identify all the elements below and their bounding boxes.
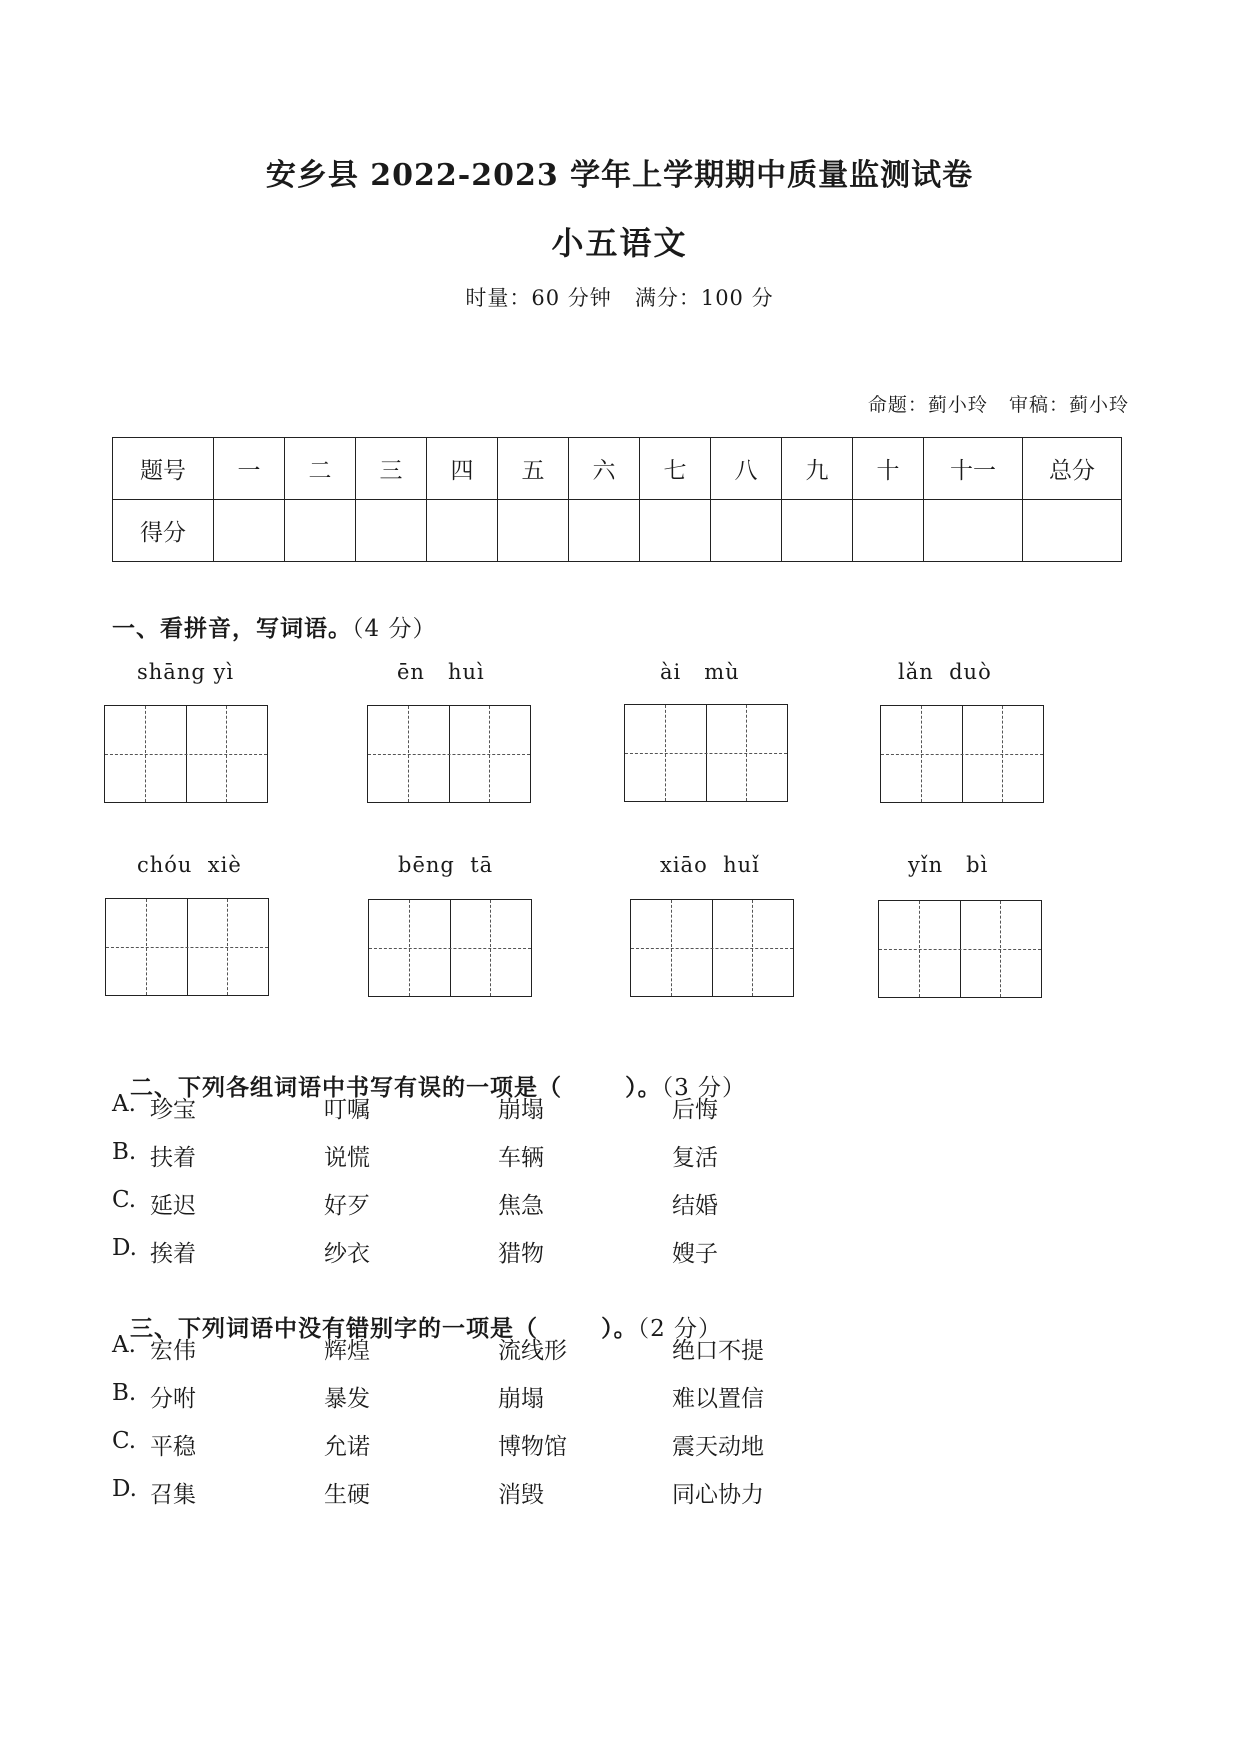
score-cell[interactable] <box>569 500 640 562</box>
score-cell[interactable] <box>498 500 569 562</box>
pinyin-7: xiāo huǐ <box>660 853 760 877</box>
writing-grid[interactable] <box>878 900 1042 998</box>
option-letter: A. <box>112 1332 136 1358</box>
pinyin-6: bēng tā <box>398 853 494 877</box>
option-letter: B. <box>112 1139 137 1165</box>
option-word: 暴发 <box>324 1386 370 1412</box>
q1-points: （4 分） <box>352 616 437 642</box>
option-letter: D. <box>112 1235 137 1261</box>
option-letter: C. <box>112 1428 137 1454</box>
score-cell[interactable] <box>427 500 498 562</box>
score-cell[interactable] <box>853 500 924 562</box>
option-word: 纱衣 <box>324 1241 370 1267</box>
score-cell[interactable] <box>1023 500 1122 562</box>
score-header-cell: 八 <box>711 438 782 500</box>
score-cell[interactable] <box>711 500 782 562</box>
score-table <box>112 437 1122 562</box>
option-word: 好歹 <box>324 1193 370 1219</box>
option-word: 分咐 <box>150 1386 196 1412</box>
exam-title: 安乡县 2022-2023 学年上学期期中质量监测试卷 <box>265 158 974 193</box>
option-word: 消毁 <box>498 1482 544 1508</box>
q2-heading-text: 二、下列各组词语中书写有误的一项是（ ）。 <box>130 1074 662 1101</box>
option-word: 辉煌 <box>324 1338 370 1364</box>
option-word: 生硬 <box>324 1482 370 1508</box>
q2-points: （3 分） <box>661 1075 747 1101</box>
score-header-cell: 十 <box>853 438 924 500</box>
score-header-cell: 五 <box>498 438 569 500</box>
option-word: 嫂子 <box>672 1241 718 1267</box>
author-line: 命题：蓟小玲 审稿：蓟小玲 <box>867 394 1129 416</box>
writing-grid[interactable] <box>880 705 1044 803</box>
q1-heading <box>112 610 436 643</box>
score-cell[interactable] <box>640 500 711 562</box>
option-letter: D. <box>112 1476 137 1502</box>
option-word: 后悔 <box>672 1097 718 1123</box>
option-word: 博物馆 <box>498 1434 567 1460</box>
option-word: 扶着 <box>150 1145 196 1171</box>
pinyin-2: ēn huì <box>397 660 485 684</box>
option-word: 流线形 <box>498 1338 567 1364</box>
option-word: 猎物 <box>498 1241 544 1267</box>
option-word: 崩塌 <box>498 1386 544 1412</box>
pinyin-5: chóu xiè <box>137 853 242 877</box>
pinyin-1: shāng yì <box>137 660 235 684</box>
option-word: 同心协力 <box>672 1482 764 1508</box>
exam-meta: 时量：60 分钟 满分：100 分 <box>465 286 774 310</box>
q1-heading-text: 一、看拼音，写词语。 <box>112 615 352 642</box>
option-word: 叮嘱 <box>324 1097 370 1123</box>
q2-heading <box>112 1042 746 1102</box>
score-header-cell: 四 <box>427 438 498 500</box>
writing-grid[interactable] <box>368 899 532 997</box>
score-header-cell: 一 <box>214 438 285 500</box>
option-word: 震天动地 <box>672 1434 764 1460</box>
writing-grid[interactable] <box>105 898 269 996</box>
option-word: 允诺 <box>324 1434 370 1460</box>
score-header-cell: 三 <box>356 438 427 500</box>
option-letter: A. <box>112 1091 136 1117</box>
score-cell[interactable] <box>214 500 285 562</box>
exam-subtitle: 小五语文 <box>551 224 688 262</box>
option-word: 挨着 <box>150 1241 196 1267</box>
option-word: 宏伟 <box>150 1338 196 1364</box>
score-table-score-row <box>113 500 1122 562</box>
score-row-label: 得分 <box>113 500 214 562</box>
q3-points: （2 分） <box>637 1316 723 1342</box>
option-letter: B. <box>112 1380 137 1406</box>
option-word: 车辆 <box>498 1145 544 1171</box>
score-header-cell: 六 <box>569 438 640 500</box>
score-cell[interactable] <box>782 500 853 562</box>
writing-grid[interactable] <box>630 899 794 997</box>
option-word: 平稳 <box>150 1434 196 1460</box>
score-header-cell: 题号 <box>113 438 214 500</box>
option-word: 难以置信 <box>672 1386 764 1412</box>
option-word: 说慌 <box>324 1145 370 1171</box>
score-table-header-row <box>113 438 1122 500</box>
option-word: 珍宝 <box>150 1097 196 1123</box>
q3-heading-text: 三、下列词语中没有错别字的一项是（ ）。 <box>130 1315 638 1342</box>
option-word: 绝口不提 <box>672 1338 764 1364</box>
score-cell[interactable] <box>285 500 356 562</box>
pinyin-8: yǐn bì <box>908 853 989 877</box>
score-header-cell: 七 <box>640 438 711 500</box>
score-header-cell: 十一 <box>924 438 1023 500</box>
writing-grid[interactable] <box>367 705 531 803</box>
writing-grid[interactable] <box>104 705 268 803</box>
option-word: 复活 <box>672 1145 718 1171</box>
q3-heading <box>112 1283 722 1343</box>
score-header-cell: 二 <box>285 438 356 500</box>
score-header-cell: 九 <box>782 438 853 500</box>
score-cell[interactable] <box>924 500 1023 562</box>
option-letter: C. <box>112 1187 137 1213</box>
option-word: 结婚 <box>672 1193 718 1219</box>
score-cell[interactable] <box>356 500 427 562</box>
score-header-cell: 总分 <box>1023 438 1122 500</box>
option-word: 延迟 <box>150 1193 196 1219</box>
option-word: 召集 <box>150 1482 196 1508</box>
option-word: 焦急 <box>498 1193 544 1219</box>
pinyin-4: lǎn duò <box>898 660 992 684</box>
option-word: 崩塌 <box>498 1097 544 1123</box>
pinyin-3: ài mù <box>660 660 740 684</box>
writing-grid[interactable] <box>624 704 788 802</box>
